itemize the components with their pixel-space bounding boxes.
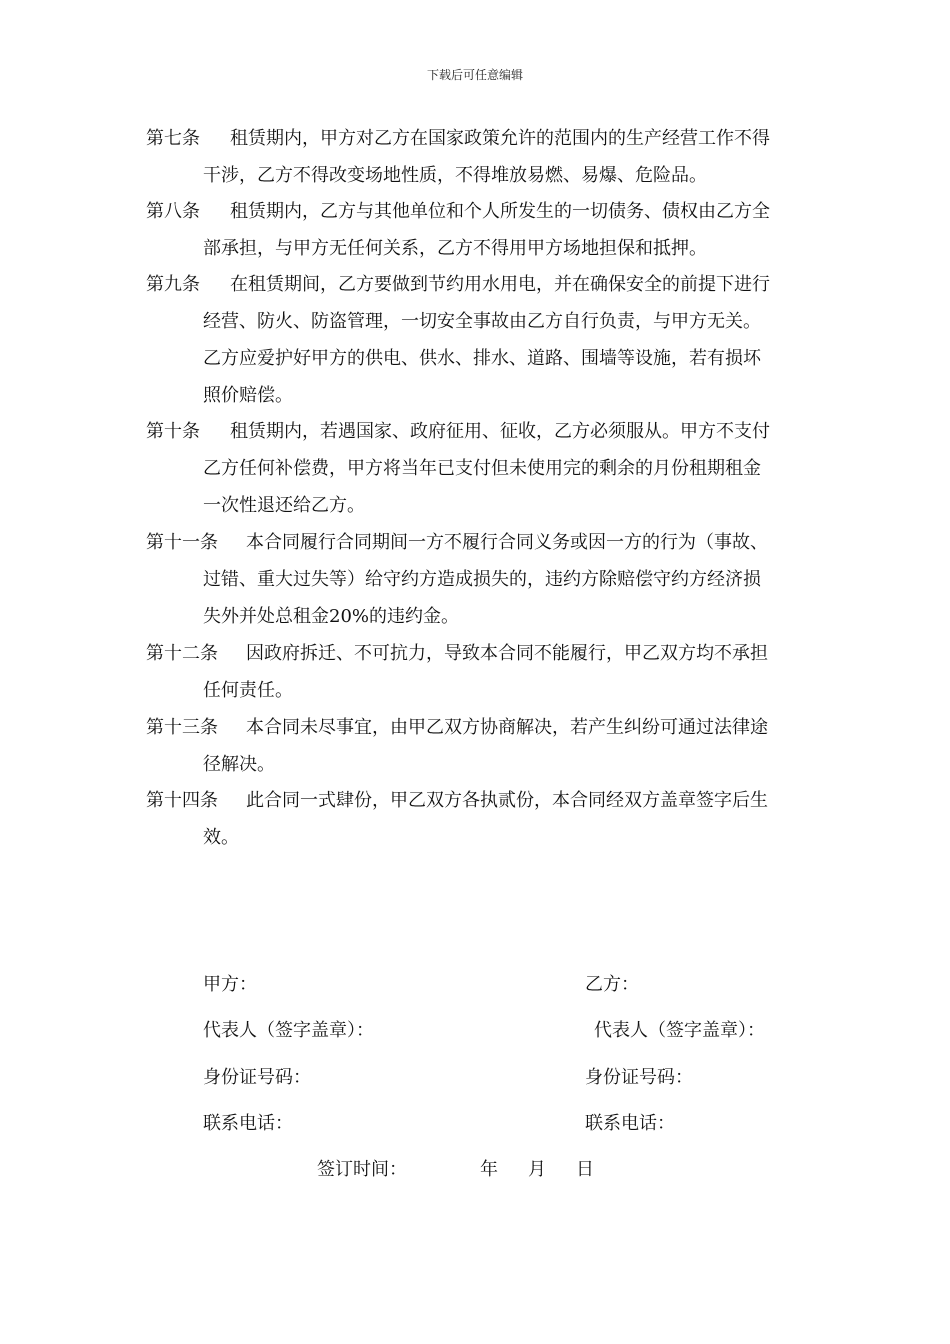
clause-number: 第八条 [146, 201, 200, 222]
clause-8 [146, 193, 836, 267]
clause-text-line: 本合同未尽事宜，由甲乙双方协商解决，若产生纠纷可通过法律途 [246, 717, 768, 738]
party-a-id-label: 身份证号码： [203, 1067, 311, 1088]
clause-text-line: 租赁期内，乙方与其他单位和个人所发生的一切债务、债权由乙方全 [230, 201, 770, 222]
signing-year-label: 年 [480, 1159, 498, 1180]
signing-day-label: 日 [576, 1159, 594, 1180]
signing-date-label: 签订时间： [317, 1159, 407, 1180]
clause-text-line: 此合同一式肆份，甲乙双方各执贰份，本合同经双方盖章签字后生 [246, 790, 768, 811]
clause-text-line: 租赁期内，甲方对乙方在国家政策允许的范围内的生产经营工作不得 [230, 128, 770, 149]
signing-month-label: 月 [528, 1159, 546, 1180]
clause-9 [146, 266, 836, 414]
clause-text-line: 乙方任何补偿费，甲方将当年已支付但未使用完的剩余的月份租期租金 [203, 458, 761, 479]
clause-text-line: 径解决。 [203, 754, 275, 775]
clause-number: 第七条 [146, 128, 200, 149]
clause-text-line: 在租赁期间，乙方要做到节约用水用电，并在确保安全的前提下进行 [230, 274, 770, 295]
clause-text-line: 任何责任。 [203, 680, 293, 701]
clause-text-line: 租赁期内，若遇国家、政府征用、征收，乙方必须服从。甲方不支付 [230, 421, 770, 442]
clause-text-line: 经营、防火、防盗管理，一切安全事故由乙方自行负责，与甲方无关。 [203, 311, 761, 332]
party-b-id-label: 身份证号码： [585, 1067, 693, 1088]
clause-14 [146, 782, 836, 856]
party-b-representative-label: 代表人（签字盖章）： [594, 1020, 765, 1041]
clause-12 [146, 635, 836, 709]
clause-text-line: 本合同履行合同期间一方不履行合同义务或因一方的行为（事故、 [246, 532, 768, 553]
clause-13 [146, 709, 836, 783]
clause-text-line: 效。 [203, 827, 239, 848]
clause-text-line: 失外并处总租金20%的违约金。 [203, 606, 460, 627]
clause-number: 第十条 [146, 421, 200, 442]
party-a-label: 甲方： [203, 974, 257, 995]
party-a-representative-label: 代表人（签字盖章）： [203, 1020, 374, 1041]
clause-text-line: 照价赔偿。 [203, 385, 293, 406]
clause-number: 第十三条 [146, 717, 218, 738]
clause-number: 第十二条 [146, 643, 218, 664]
clause-number: 第十一条 [146, 532, 218, 553]
clause-text-line: 干涉，乙方不得改变场地性质，不得堆放易燃、易爆、危险品。 [203, 165, 707, 186]
clause-text-line: 过错、重大过失等）给守约方造成损失的，违约方除赔偿守约方经济损 [203, 569, 761, 590]
clause-text-line: 一次性退还给乙方。 [203, 495, 365, 516]
clause-number: 第九条 [146, 274, 200, 295]
clause-number: 第十四条 [146, 790, 218, 811]
clause-text-line: 乙方应爱护好甲方的供电、供水、排水、道路、围墙等设施，若有损坏 [203, 348, 761, 369]
clause-text-line: 部承担，与甲方无任何关系，乙方不得用甲方场地担保和抵押。 [203, 238, 707, 259]
page-header-watermark: 下载后可任意编辑 [426, 68, 523, 82]
clause-text-line: 因政府拆迁、不可抗力，导致本合同不能履行，甲乙双方均不承担 [246, 643, 768, 664]
party-b-phone-label: 联系电话： [585, 1113, 675, 1134]
party-b-label: 乙方： [585, 974, 639, 995]
party-a-phone-label: 联系电话： [203, 1113, 293, 1134]
clause-11 [146, 524, 836, 635]
clause-10 [146, 413, 836, 524]
clause-7 [146, 120, 836, 194]
